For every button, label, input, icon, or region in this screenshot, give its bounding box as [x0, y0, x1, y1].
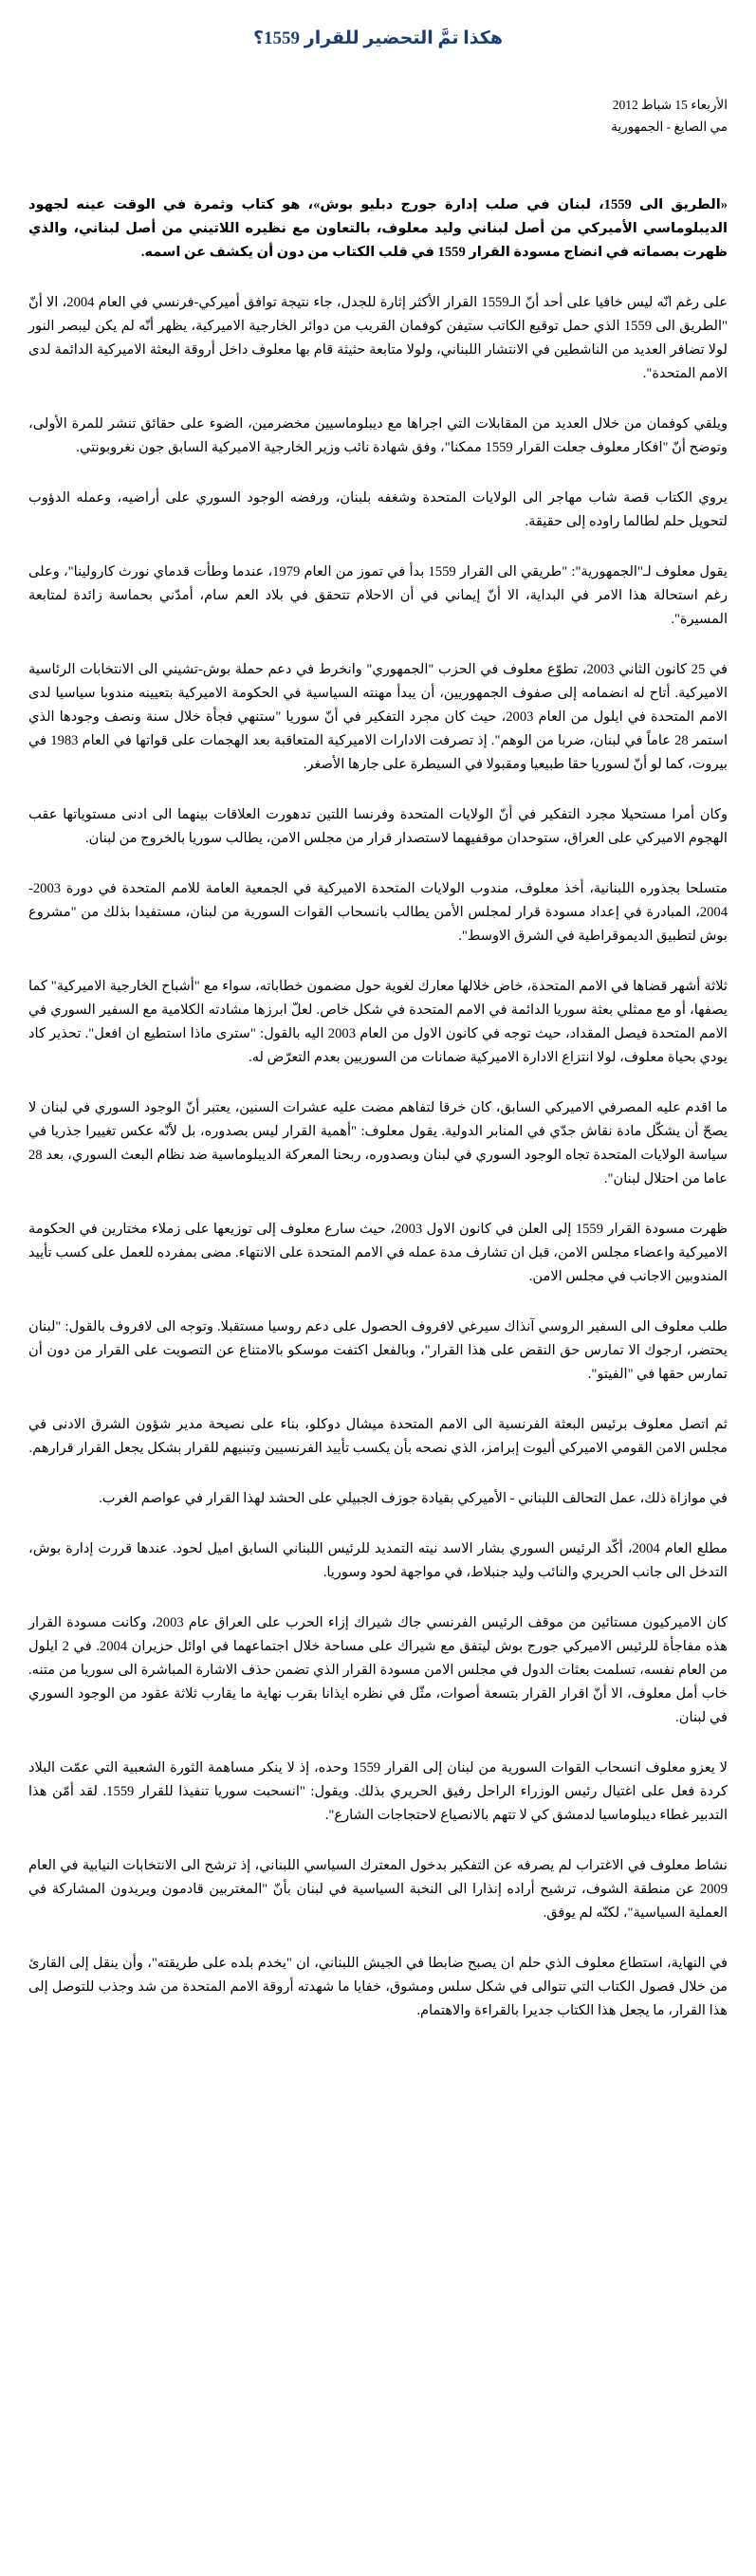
article-paragraph: نشاط معلوف في الاغتراب لم يصرفه عن التفكير بدخول المعترك السياسي اللبناني، إذ ترشح الى الانتخابات النيابية في العام 2009 عن منطقة الشوف، ترشيح أراده إنذارا الى النخبة السياسية في لبنان بأنّ "المغتربين قادمون ويريدون المشاركة في العملية السياسية"، لكنّه لم يوفق.: [28, 1857, 728, 1921]
article-title: هكذا تمَّ التحضير للقرار 1559؟: [252, 28, 503, 48]
article-paragraph: ظهرت مسودة القرار 1559 إلى العلن في كانون الاول 2003، حيث سارع معلوف إلى توزيعها على زملاء مختارين في الحكومة الاميركية واعضاء مجلس الامن، قبل ان تشارف مدة عمله في الامم المتحدة على الانتهاء. مضى بمفرده للعمل على كسب تأييد المندوبين الاجانب في مجلس الامن.: [28, 1221, 728, 1284]
article-paragraph: كان الاميركيون مستائين من موقف الرئيس الفرنسي جاك شيراك إزاء الحرب على العراق عام 2003، وكانت مسودة القرار هذه مفاجأة للرئيس الاميركي جورج بوش ليتفق مع شيراك على مساحة خلال اجتماعهما في اوائل حزيران 2004. في 2 ايلول من العام نفسه، تسلمت بعثات الدول في مجلس الامن مسودة القرار الذي تضمن حذف الاشارة المباشرة الى سوريا من متنه. خاب أمل معلوف، الا أنّ اقرار القرار بتسعة أصوات، مثّل في نظره ايذانا بقرب نهاية ما يقارب ثلاثة عقود من الوجود السوري في لبنان.: [28, 1614, 728, 1725]
article-byline: مي الصايغ - الجمهورية: [611, 120, 728, 135]
article-paragraph: متسلحا بجذوره اللبنانية، أخذ معلوف، مندوب الولايات المتحدة الاميركية في الجمعية العامة للامم المتحدة في دورة 2003-2004، المبادرة في إعداد مسودة قرار لمجلس الأمن يطالب بانسحاب القوات السورية من لبنان، مستفيدا بذلك من "مشروع بوش لتطبيق الديموقراطية في الشرق الاوسط".: [28, 880, 728, 944]
article-lead-paragraph: «الطريق الى 1559، لبنان في صلب إدارة جورج دبليو بوش»، هو كتاب وثمرة في الوقت عينه لجهود الديبلوماسي الأميركي من أصل لبناني وليد معلوف، بالتعاون مع نظيره اللاتيني من أصل لبناني، والذي ظهرت بصماته في انضاج مسودة القرار 1559 في قلب الكتاب من دون أن يكشف عن اسمه.: [28, 196, 728, 260]
article-meta: [28, 94, 728, 138]
article-date: الأربعاء 15 شباط 2012: [612, 97, 728, 112]
article-paragraph: ثم اتصل معلوف برئيس البعثة الفرنسية الى الامم المتحدة ميشال دوكلو، بناء على نصيحة مدير شؤون الشرق الادنى في مجلس الامن القومي الاميركي أليوت إبرامز، الذي نصحه بأن يكسب تأييد الفرنسيين وتبنيهم للقرار بشكل يجعل القرار قرارهم.: [28, 1416, 728, 1456]
article-paragraph: ثلاثة أشهر قضاها في الامم المتحدة، خاض خلالها معارك لغوية حول مضمون خطاباته، سواء مع "أشباح الخارجية الاميركية" كما يصفها، أو مع ممثلي بعثة سوريا الدائمة في الامم المتحدة في شكل خاص. لعلّ ابرزها مشادته الكلامية مع السفير السوري في الامم المتحدة فيصل المقداد، حيث توجه في كانون الاول من العام 2003 اليه بالقول: "سترى ماذا استطيع ان افعل". تحذير كاد يودي بحياة معلوف، لولا انتزاع الادارة الاميركية ضمانات من السوريين بعدم التعرّض له.: [28, 978, 728, 1065]
article-paragraph: على رغم انّه ليس خافيا على أحد أنّ الـ1559 القرار الأكثر إثارة للجدل، جاء نتيجة توافق أميركي-فرنسي في العام 2004، الا أنّ "الطريق الى 1559 الذي حمل توقيع الكاتب ستيفن كوفمان القريب من دوائر الخارجية الاميركية، يظهر أنّه لم يكن ليبصر النور لولا تضافر العديد من الناشطين في الانتشار اللبناني، ولولا متابعة حثيثة قام بها معلوف داخل أروقة البعثة الاميركية الدائمة لدى الامم المتحدة".: [28, 294, 728, 381]
article-paragraph: مطلع العام 2004، أكّد الرئيس السوري بشار الاسد نيته التمديد للرئيس اللبناني السابق اميل لحود. عندها قررت إدارة بوش، التدخل الى جانب الحريري والنائب وليد جنبلاط، في مواجهة لحود وسوريا.: [28, 1540, 728, 1580]
article-paragraph: لا يعزو معلوف انسحاب القوات السورية من لبنان إلى القرار 1559 وحده، إذ لا ينكر مساهمة الثورة الشعبية التي عمّت البلاد كردة فعل على اغتيال رئيس الوزراء الراحل رفيق الحريري بذلك. ويقول: "انسحبت سوريا تنفيذا للقرار 1559. لقد أمّن هذا التدبير غطاء ديبلوماسيا لدمشق كي لا تتهم بالانصياع لاحتجاجات الشارع".: [28, 1759, 728, 1823]
article-paragraph: يروي الكتاب قصة شاب مهاجر الى الولايات المتحدة وشغفه بلبنان، ورفضه الوجود السوري على أراضيه، وعمله الدؤوب لتحويل حلم لطالما راوده إلى حقيقة.: [28, 489, 728, 529]
article-paragraph: ما اقدم عليه المصرفي الاميركي السابق، كان خرقا لتفاهم مضت عليه عشرات السنين، يعتبر أنّ الوجود السوري في لبنان لا يصحّ أن يشكّل مادة نقاش جدّي في المنابر الدولية. يقول معلوف: "أهمية القرار ليس بصدوره، بل لأنّه عكس تغييرا جذريا في سياسة الولايات المتحدة تجاه الوجود السوري في لبنان وبصدوره، ربحنا المعركة الديبلوماسية ضد نظام البعث السوري، بعد 28 عاما من احتلال لبنان".: [28, 1099, 728, 1187]
article-paragraph: ويلقي كوفمان من خلال العديد من المقابلات التي اجراها مع ديبلوماسيين مخضرمين، الضوء على حقائق تنشر للمرة الأولى، وتوضح أنّ "افكار معلوف جعلت القرار 1559 ممكنا"، وفق شهادة نائب وزير الخارجية الاميركية السابق جون نغروبونتي.: [28, 415, 728, 455]
article-paragraph: في النهاية، استطاع معلوف الذي حلم ان يصبح ضابطا في الجيش اللبناني، ان "يخدم بلده على طريقته"، وأن ينقل إلى القارئ من خلال فصول الكتاب التي تتوالى في شكل سلس ومشوق، خفايا ما شهدته أروقة الامم المتحدة من شد وجذب للتوصل إلى هذا القرار، ما يجعل هذا الكتاب جديرا بالقراءة والاهتمام.: [28, 1955, 728, 2018]
article-paragraph: في 25 كانون الثاني 2003، تطوّع معلوف في الحزب "الجمهوري" وانخرط في دعم حملة بوش-تشيني الى الانتخابات الرئاسية الاميركية. أتاح له انضمامه إلى صفوف الجمهوريين، أن يبدأ مهنته السياسية في الحكومة الاميركية بتعيينه مندوبا سياسيا لدى الامم المتحدة في ايلول من العام 2003، حيث كان مجرد التفكير في أنّ سوريا "ستنهي فجأة خلال سنة ونصف وجودها الذي استمر 28 عاماً في لبنان، ضربا من الوهم". إذ تصرفت الادارات الاميركية المتعاقبة بعد الهجمات على قواتها في العام 1983 في بيروت، كما لو أنّ لسوريا حقا طبيعيا ومقبولا في السيطرة على جارها الأصغر.: [28, 661, 728, 772]
article-paragraph: وكان أمرا مستحيلا مجرد التفكير في أنّ الولايات المتحدة وفرنسا اللتين تدهورت العلاقات بينهما الى ادنى مستوياتها عقب الهجوم الاميركي على العراق، ستوحدان موقفيهما لاستصدار قرار من مجلس الامن، يطالب سوريا بالخروج من لبنان.: [28, 806, 728, 846]
article-paragraph: في موازاة ذلك، عمل التحالف اللبناني - الأميركي بقيادة جوزف الجبيلي على الحشد لهذا القرار في عواصم الغرب.: [99, 1490, 728, 1506]
article-paragraph: طلب معلوف الى السفير الروسي آنذاك سيرغي لافروف الحصول على دعم روسيا مستقبلا. وتوجه الى لافروف بالقول: "لبنان يحتضر، ارجوك الا تمارس حق النقض على هذا القرار"، وبالفعل اكتفت موسكو بالامتناع عن التصويت على القرار من دون أن تمارس حقها في "الفيتو".: [28, 1318, 728, 1382]
article-paragraph: يقول معلوف لـ"الجمهورية": "طريقي الى القرار 1559 بدأ في تموز من العام 1979، عندما وطأت قدماي نورث كارولينا"، وعلى رغم استحالة هذا الامر في البداية، الا أنّ إيماني في أن الاحلام تتحقق في بلاد العم سام، أمدّني بحماسة زائدة لمتابعة المسيرة".: [28, 563, 728, 627]
